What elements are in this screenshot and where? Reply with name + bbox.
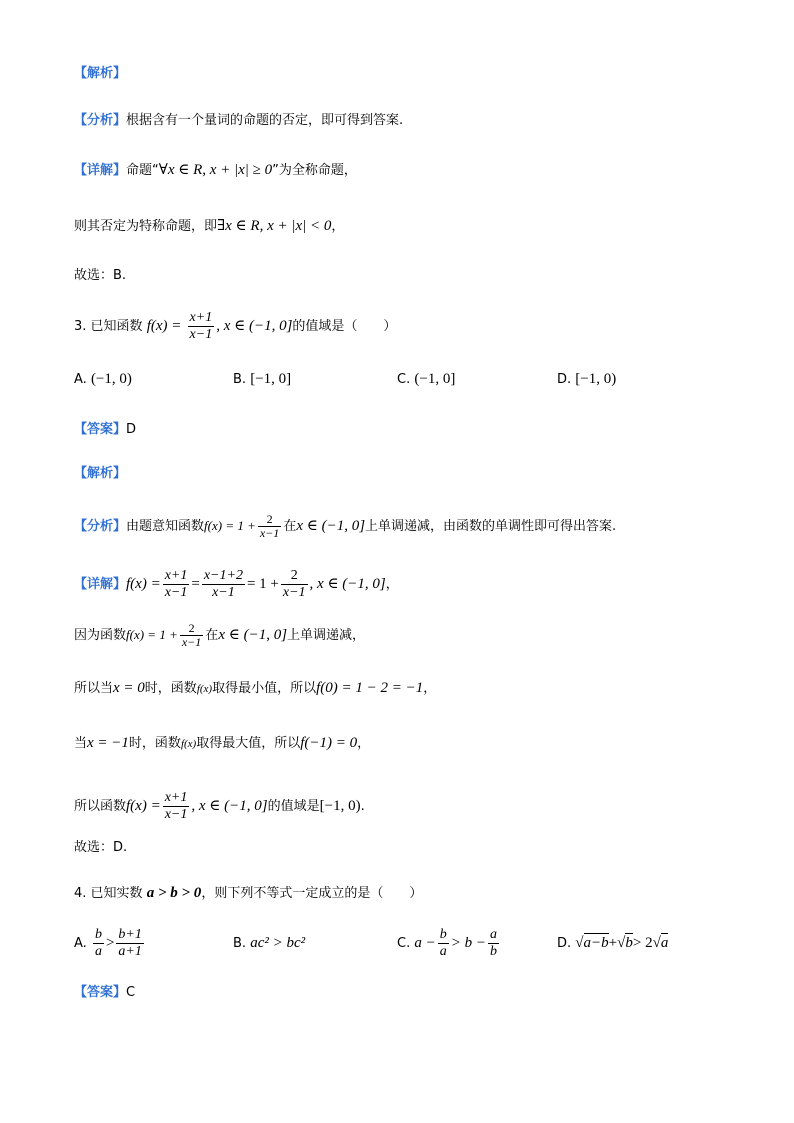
range-domain: , x ∈ (−1, 0] xyxy=(191,798,268,814)
q3-stem xyxy=(74,310,396,343)
detail-tag: 【详解】 xyxy=(74,577,127,592)
option-label: D. xyxy=(557,936,572,951)
q3-stem-f: f(x) = xyxy=(146,318,182,334)
min-f: f(x) xyxy=(196,683,213,695)
frac-num: b+1 xyxy=(118,927,142,942)
q4-option-d[interactable]: D. √a−b+√b> 2√a xyxy=(557,935,669,951)
detail-eq: = xyxy=(191,576,200,592)
option-a-op: > xyxy=(105,935,115,951)
frac-num: 2 xyxy=(281,568,308,585)
frac-num: x+1 xyxy=(164,568,188,583)
q3-option-b[interactable] xyxy=(233,369,291,390)
range-mid: 的值域是 xyxy=(267,799,320,814)
range-pre: 所以函数 xyxy=(74,799,127,814)
q4-stem-math: a > b > 0 xyxy=(146,885,202,901)
choice-text: 故选：D. xyxy=(74,840,128,855)
max-cond: x = −1 xyxy=(87,735,129,751)
detail-fraction-3 xyxy=(281,568,308,601)
option-label: D. xyxy=(557,372,572,387)
detail-end: ， xyxy=(385,577,399,592)
detail-f: f(x) = xyxy=(126,576,161,592)
frac-den: a xyxy=(94,944,102,959)
option-d-sqrt-2: b xyxy=(625,935,633,951)
frac-num: b xyxy=(94,927,102,942)
analysis-pre: 由题意知函数 xyxy=(126,519,205,534)
negation-post: ， xyxy=(331,219,345,234)
reason-fraction xyxy=(180,622,203,649)
min-pre: 所以当 xyxy=(74,681,114,696)
min-mid-2: 取得最小值，所以 xyxy=(212,681,317,696)
analysis-line xyxy=(74,111,403,131)
detail-pre: 命题“ xyxy=(126,163,159,178)
answer-value: D xyxy=(126,422,137,437)
frac-den: x−1 xyxy=(189,327,213,342)
option-value: [−1, 0) xyxy=(575,371,617,387)
reason-post: 上单调递减， xyxy=(287,628,366,643)
fenxi-tag: 【分析】 xyxy=(74,519,127,534)
option-label: B. xyxy=(233,936,247,951)
option-label: B. xyxy=(233,372,247,387)
q4-option-c[interactable] xyxy=(397,927,501,960)
range-fraction xyxy=(163,790,190,823)
min-cond: x = 0 xyxy=(113,680,145,696)
option-c-a: a − xyxy=(414,935,436,951)
option-a-frac-1 xyxy=(93,927,104,960)
option-c-op: > b − xyxy=(450,935,486,951)
frac-num: 2 xyxy=(180,622,203,636)
answer-value: C xyxy=(126,985,136,1000)
max-mid: 时，函数 xyxy=(128,736,181,751)
reason-domain: x ∈ (−1, 0] xyxy=(218,627,288,643)
frac-den: x−1 xyxy=(282,585,306,600)
option-label: A. xyxy=(74,936,87,951)
q3-stem-post: 的值域是（ ） xyxy=(292,319,397,334)
detail-domain: , x ∈ (−1, 0] xyxy=(309,576,386,592)
q3-stem-fraction xyxy=(188,310,215,343)
min-value: f(0) = 1 − 2 = −1 xyxy=(316,680,424,696)
analysis-mid: 在 xyxy=(283,519,297,534)
frac-den: a+1 xyxy=(118,944,142,959)
option-value: [−1, 0] xyxy=(250,371,292,387)
q3-domain: , x ∈ (−1, 0] xyxy=(216,318,293,334)
analysis-text: 根据含有一个量词的命题的否定，即可得到答案. xyxy=(126,113,404,128)
option-label: A. xyxy=(74,372,87,387)
q4-answer xyxy=(74,983,135,1003)
frac-num: x−1+2 xyxy=(203,568,243,583)
range-end: . xyxy=(360,799,365,814)
q4-option-a[interactable] xyxy=(74,927,146,960)
q4-stem-pre: 已知实数 xyxy=(90,886,143,901)
frac-num: 2 xyxy=(258,513,281,527)
q3-number: 3. xyxy=(74,319,87,334)
analysis-domain: x ∈ (−1, 0] xyxy=(296,518,366,534)
frac-den: x−1 xyxy=(164,807,188,822)
frac-den: x−1 xyxy=(181,635,202,649)
q3-range-line xyxy=(74,790,365,823)
negation-math: ∃x ∈ R, x + |x| < 0 xyxy=(217,218,332,234)
frac-num: x+1 xyxy=(189,310,213,325)
detail-line xyxy=(74,160,357,181)
negation-line xyxy=(74,216,344,237)
option-label: C. xyxy=(397,936,411,951)
reason-mid: 在 xyxy=(205,628,219,643)
q3-max-line xyxy=(74,733,370,754)
q3-answer xyxy=(74,420,136,440)
option-value: (−1, 0] xyxy=(414,371,456,387)
range-value: [−1, 0) xyxy=(319,798,361,814)
option-d-sqrt-1: a−b xyxy=(583,935,609,951)
analysis-tag: 【解析】 xyxy=(74,66,127,81)
detail-post: ”为全称命题， xyxy=(272,163,357,178)
detail-math: ∀x ∈ R, x + |x| ≥ 0 xyxy=(158,162,273,178)
range-f: f(x) = xyxy=(126,798,161,814)
option-label: C. xyxy=(397,372,411,387)
detail-fraction-1 xyxy=(163,568,190,601)
reason-pre: 因为函数 xyxy=(74,628,127,643)
analysis-fraction xyxy=(258,513,281,540)
option-a-frac-2 xyxy=(116,927,143,960)
option-b-math: ac² > bc² xyxy=(250,935,306,951)
choice-line-1 xyxy=(74,266,126,286)
q3-stem-pre: 已知函数 xyxy=(90,319,143,334)
q3-option-d[interactable] xyxy=(557,369,616,390)
q4-stem xyxy=(74,883,422,904)
option-value: (−1, 0) xyxy=(90,371,132,387)
detail-tag: 【详解】 xyxy=(74,163,127,178)
detail-eq-2: = 1 + xyxy=(246,576,279,592)
q3-reason-line xyxy=(74,622,365,649)
q3-detail-line xyxy=(74,568,399,601)
q4-number: 4. xyxy=(74,886,87,901)
max-pre: 当 xyxy=(74,736,88,751)
q4-option-b[interactable] xyxy=(233,933,305,954)
fenxi-tag: 【分析】 xyxy=(74,113,127,128)
detail-fraction-2 xyxy=(202,568,245,601)
q3-analysis-heading xyxy=(74,464,126,484)
frac-den: a xyxy=(439,944,447,959)
max-value: f(−1) = 0 xyxy=(300,735,358,751)
frac-den: x−1 xyxy=(259,526,280,540)
frac-num: b xyxy=(439,927,447,942)
option-d-sqrt-3: a xyxy=(660,935,669,951)
analysis-post: 上单调递减，由函数的单调性即可得出答案. xyxy=(365,519,617,534)
frac-den: x−1 xyxy=(212,585,235,600)
q3-choice xyxy=(74,838,127,858)
answer-tag: 【答案】 xyxy=(74,985,127,1000)
answer-tag: 【答案】 xyxy=(74,422,127,437)
analysis-heading xyxy=(74,64,126,84)
option-c-frac-2 xyxy=(488,927,499,960)
frac-den: x−1 xyxy=(164,585,188,600)
reason-f: f(x) = 1 + xyxy=(126,627,178,642)
frac-num: x+1 xyxy=(164,790,188,805)
q4-stem-post: ，则下列不等式一定成立的是（ ） xyxy=(201,886,423,901)
option-d-op: > 2 xyxy=(632,935,653,951)
min-end: ， xyxy=(423,681,437,696)
analysis-f: f(x) = 1 + xyxy=(204,518,256,533)
max-end: ， xyxy=(357,736,371,751)
max-mid-2: 取得最大值，所以 xyxy=(196,736,301,751)
q3-option-a[interactable] xyxy=(74,369,132,390)
frac-num: a xyxy=(489,927,497,942)
q3-min-line xyxy=(74,678,436,699)
option-c-frac-1 xyxy=(438,927,449,960)
max-f: f(x) xyxy=(180,738,197,750)
q3-analysis-line xyxy=(74,513,616,540)
min-mid: 时，函数 xyxy=(144,681,197,696)
negation-pre: 则其否定为特称命题，即 xyxy=(74,219,218,234)
choice-text: 故选：B. xyxy=(74,268,127,283)
frac-den: b xyxy=(489,944,497,959)
option-d-plus: + xyxy=(608,935,618,951)
q3-option-c[interactable] xyxy=(397,369,455,390)
analysis-tag: 【解析】 xyxy=(74,466,127,481)
